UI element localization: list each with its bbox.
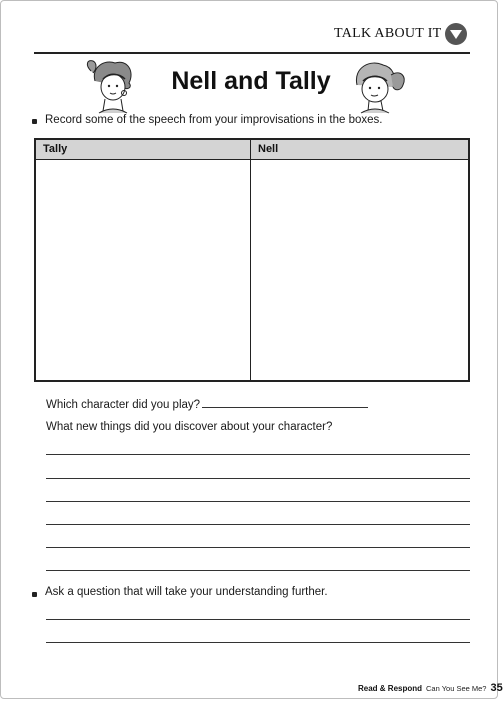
instruction-ask-question: Ask a question that will take your understanding further. (45, 586, 328, 598)
bullet-icon (32, 592, 37, 597)
writing-line[interactable] (46, 547, 470, 548)
book-title: Can You See Me? (426, 684, 487, 693)
question-new-discoveries: What new things did you discover about your character? (46, 421, 333, 433)
table-header-row (36, 140, 468, 160)
writing-line[interactable] (46, 619, 470, 620)
writing-line[interactable] (46, 478, 470, 479)
column-header-tally: Tally (43, 143, 68, 155)
triangle-down-icon (445, 23, 467, 45)
page-number: 35 (490, 682, 503, 694)
question-character-played: Which character did you play? (46, 399, 201, 411)
writing-line[interactable] (46, 524, 470, 525)
writing-line[interactable] (46, 501, 470, 502)
series-name: Read & Respond (358, 684, 423, 693)
speech-table (34, 138, 470, 382)
header-rule (34, 52, 470, 54)
bullet-icon (32, 119, 37, 124)
nell-portrait (347, 57, 409, 113)
writing-line[interactable] (46, 570, 470, 571)
page-title: Nell and Tally (171, 67, 331, 95)
character-answer-line[interactable] (202, 407, 368, 408)
tally-speech-box[interactable] (36, 160, 250, 380)
nell-speech-box[interactable] (251, 160, 468, 380)
section-label: TALK ABOUT IT (334, 26, 442, 41)
section-badge (445, 23, 467, 45)
column-header-nell: Nell (258, 143, 279, 155)
instruction-speech: Record some of the speech from your improvisations in the boxes. (45, 114, 383, 126)
writing-line[interactable] (46, 454, 470, 455)
writing-line[interactable] (46, 642, 470, 643)
page-footer (358, 678, 503, 696)
